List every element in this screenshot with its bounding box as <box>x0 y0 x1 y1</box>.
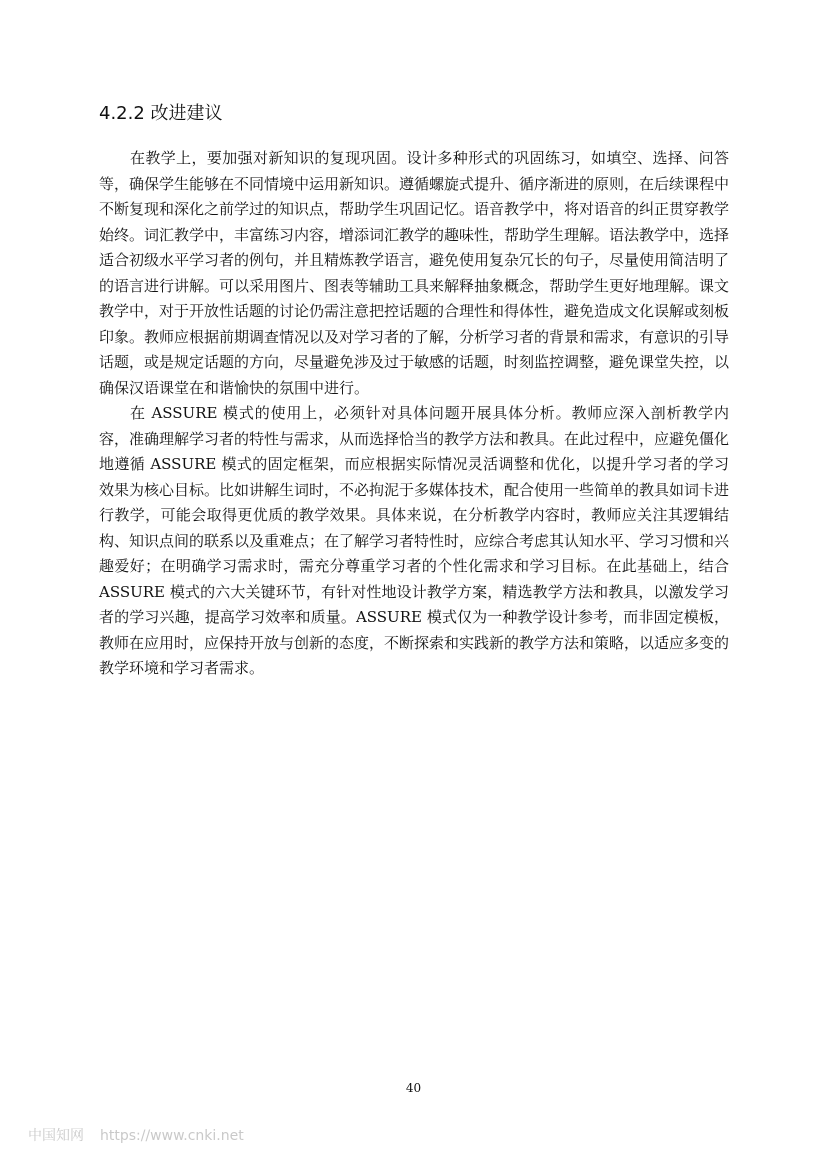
cnki-watermark <box>28 1127 244 1145</box>
body-text <box>99 146 729 682</box>
paragraph-assure-model: 在 ASSURE 模式的使用上，必须针对具体问题开展具体分析。教师应深入剖析教学内容，准确理解学习者的特性与需求，从而选择恰当的教学方法和教具。在此过程中，应避免僵化地遵循 ASSURE 模式的固定框架，而应根据实际情况灵活调整和优化，以提升学习者的学习效果为核心目标。比如讲解生词时，不必拘泥于多媒体技术，配合使用一些简单的教具如词卡进行教学，可能会取得更优质的教学效果。具体来说，在分析教学内容时，教师应关注其逻辑结构、知识点间的联系以及重难点；在了解学习者特性时，应综合考虑其认知水平、学习习惯和兴趣爱好；在明确学习需求时，需充分尊重学习者的个性化需求和学习目标。在此基础上，结合 ASSURE 模式的六大关键环节，有针对性地设计教学方案，精选教学方法和教具，以激发学习者的学习兴趣，提高学习效率和质量。ASSURE 模式仅为一种教学设计参考，而非固定模板，教师在应用时，应保持开放与创新的态度，不断探索和实践新的教学方法和策略，以适应多变的教学环境和学习者需求。 <box>99 404 730 677</box>
page-number: 40 <box>405 1081 422 1095</box>
watermark-brand: 中国知网 <box>28 1128 84 1144</box>
section-heading: 4.2.2 改进建议 <box>99 103 223 124</box>
paragraph-teaching-suggestions: 在教学上，要加强对新知识的复现巩固。设计多种形式的巩固练习，如填空、选择、问答等，确保学生能够在不同情境中运用新知识。遵循螺旋式提升、循序渐进的原则，在后续课程中不断复现和深化之前学过的知识点，帮助学生巩固记忆。语音教学中，将对语音的纠正贯穿教学始终。词汇教学中，丰富练习内容，增添词汇教学的趣味性，帮助学生理解。语法教学中，选择适合初级水平学习者的例句，并且精炼教学语言，避免使用复杂冗长的句子，尽量使用简洁明了的语言进行讲解。可以采用图片、图表等辅助工具来解释抽象概念，帮助学生更好地理解。课文教学中，对于开放性话题的讨论仍需注意把控话题的合理性和得体性，避免造成文化误解或刻板印象。教师应根据前期调查情况以及对学习者的了解，分析学习者的背景和需求，有意识的引导话题，或是规定话题的方向，尽量避免涉及过于敏感的话题，时刻监控调整，避免课堂失控，以确保汉语课堂在和谐愉快的氛围中进行。 <box>99 149 730 397</box>
watermark-url: https://www.cnki.net <box>100 1128 244 1144</box>
